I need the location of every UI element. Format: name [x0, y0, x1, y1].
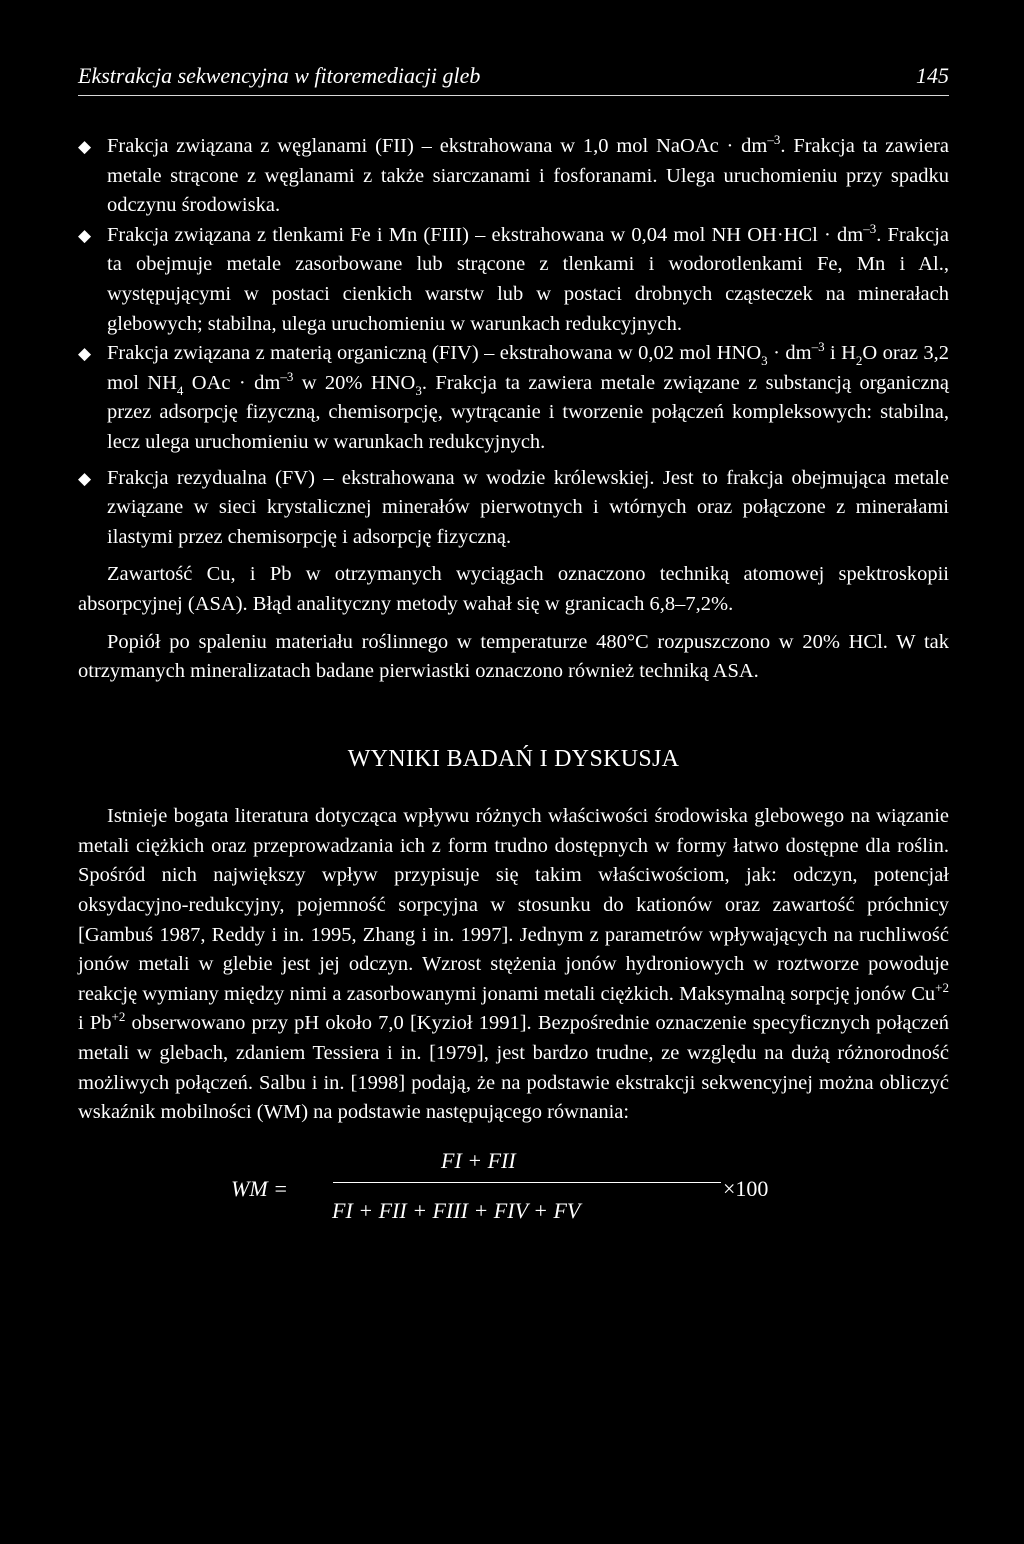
equation-denominator: FI + FII + FIII + FIV + FV [332, 1197, 581, 1223]
page-number: 145 [916, 63, 949, 88]
bullet-item-fv: ◆ Frakcja rezydualna (FV) – ekstrahowana w wodzie królewskiej. Jest to frakcja obejmująca metale związane w sieci krystalicznej minerałów pierwotnych i wtórnych oraz połączone z minerałami ilastymi przez chemisorpcję i adsorpcję fizyczną. [78, 464, 949, 553]
section-heading: WYNIKI BADAŃ I DYSKUSJA [347, 745, 680, 772]
bullet-item-fiii: ◆ Frakcja związana z tlenkami Fe i Mn (FIII) – ekstrahowana w 0,04 mol NH $OH\cdot HCl \cdot dm^{-3}$. Frakcja ta obejmuje metale zasorbowane lub strącone z tlenkami i wodorotlenkami Fe, Mn i Al., występującymi w postaci cienkich warstw lub w postaci drobnych cząsteczek na minerałach glebowych; stabilna, ulega uruchomieniu w warunkach redukcyjnych. [78, 220, 949, 335]
bullet-item-fiv: ◆ Frakcja związana z materią organiczną (FIV) – ekstrahowana w 0,02 mol $HNO_3 \cdot dm^{-3}$ i $H_2O$ oraz 3,2 mol $NH_4$ OAc · $dm^{-3}$ w 20% $HNO_3$. Frakcja ta zawiera metale związane z substancją organiczną przez adsorpcję fizyczną, chemisorpcję, wytrącanie i tworzenie połączeń kompleksowych: stabilna, lecz ulega uruchomieniu w warunkach redukcyjnych. [78, 339, 950, 453]
equation-multiplier: ×100 [723, 1175, 769, 1201]
diamond-bullet-icon: ◆ [78, 344, 92, 364]
paragraph-asa: Zawartość Cu, i Pb w otrzymanych wyciągach oznaczono techniką atomowej spektroskopii absorpcyjnej (ASA). Błąd analityczny metody wahał się w granicach 6,8–7,2%. [78, 563, 949, 615]
diamond-bullet-icon: ◆ [78, 225, 92, 245]
running-title: Ekstrakcja sekwencyjna w fitoremediacji gleb [78, 63, 481, 88]
diamond-bullet-icon: ◆ [78, 468, 92, 488]
equation-lhs: WM = [231, 1175, 288, 1201]
paragraph-ash: Popiół po spaleniu materiału roślinnego w temperaturze 480°C rozpuszczono w 20% HCl. W tak otrzymanych mineralizatach badane pierwiastki oznaczono również techniką ASA. [78, 630, 949, 683]
body-text [78, 132, 949, 1238]
equation-numerator: FI + FII [441, 1147, 516, 1173]
paragraph-discussion: Istnieje bogata literatura dotycząca wpływu różnych właściwości środowiska glebowego na wiązanie metali ciężkich oraz przeprowadzania ich z form trudno dostępnych w formy łatwo dostępne dla roślin. Spośród nich największy wpływ przypisuje się takim właściwościom, jak: odczyn, potencjał oksydacyjno-redukcyjny, pojemność sorpcyjna w stosunku do kationów oraz zawartość próchnicy [Gambuś 1987, Reddy i in. 1995, Zhang i in. 1997]. Jednym z parametrów wpływających na ruchliwość jonów metali w glebie jest jej odczyn. Wzrost stężenia jonów hydroniowych w roztworze powoduje reakcję wymiany między nimi a zasorbowanymi jonami metali ciężkich. Maksymalną sorpcję jonów $Cu^{+2}$ i $Pb^{+2}$ obserwowano przy pH około 7,0 [Kyzioł 1991]. Bezpośrednie oznaczenie specyficznych połączeń metali w glebach, zdaniem Tessiera i in. [1979], jest bardzo trudne, ze względu na dużą różnorodność możliwych połączeń. Salbu i in. [1998] podają, że na podstawie ekstrakcji sekwencyjnej można obliczyć wskaźnik mobilności (WM) na podstawie następującego równania: [78, 805, 949, 1124]
running-header [78, 62, 949, 90]
header-rule [78, 95, 949, 96]
fraction-bar [333, 1182, 721, 1184]
bullet-item-fii: ◆ Frakcja związana z węglanami (FII) – ekstrahowana w 1,0 mol NaOAc · $dm^{-3}$. Frakcja ta zawiera metale strącone z węglanami z także siarczanami i fosforanami. Ulega uruchomieniu przy spadku odczynu środowiska. [78, 132, 949, 217]
mobility-index-equation [78, 1142, 949, 1238]
diamond-bullet-icon: ◆ [78, 137, 92, 156]
